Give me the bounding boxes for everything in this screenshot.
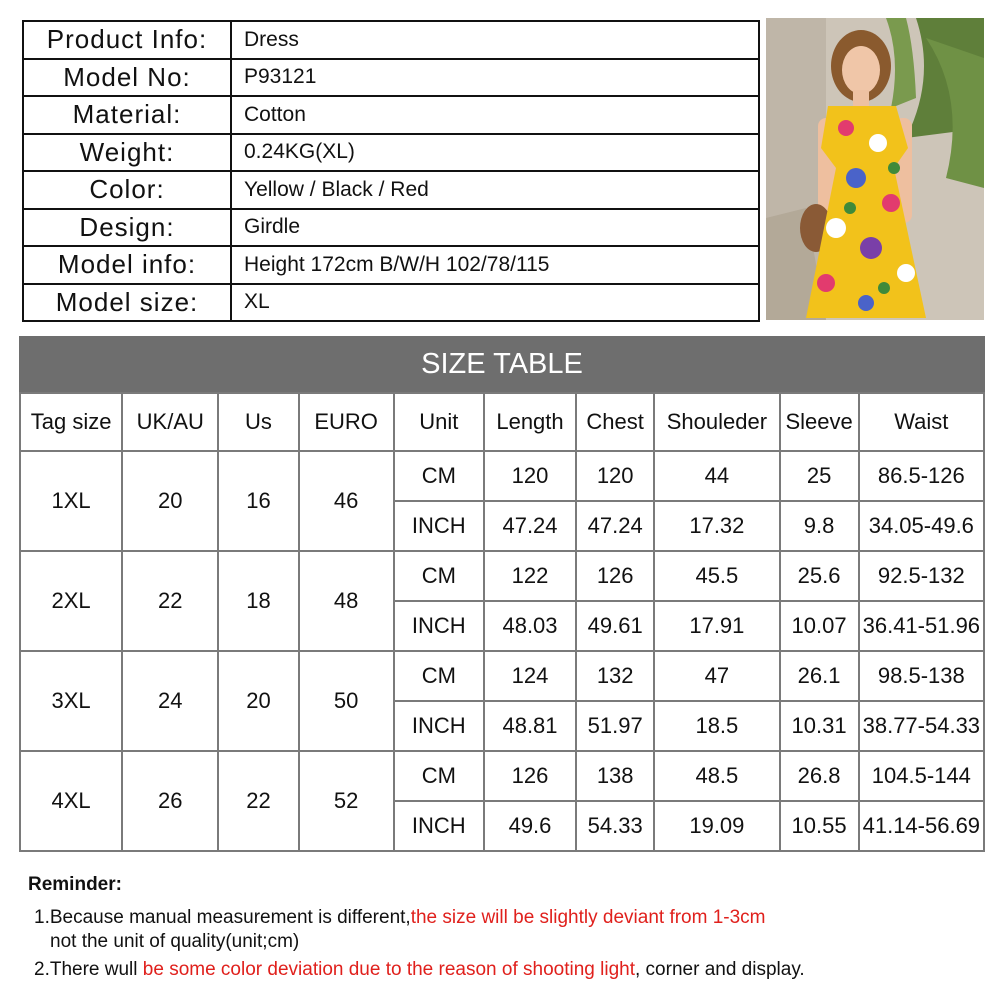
tag-size-cell: 2XL — [20, 551, 122, 651]
us-cell: 16 — [218, 451, 298, 551]
length-cell: 122 — [484, 551, 576, 601]
table-row — [20, 451, 984, 501]
table-row — [20, 651, 984, 701]
length-cell: 126 — [484, 751, 576, 801]
waist-cell: 36.41-51.96 — [859, 601, 984, 651]
info-value: P93121 — [231, 59, 759, 97]
length-cell: 124 — [484, 651, 576, 701]
length-cell: 49.6 — [484, 801, 576, 851]
shoulder-cell: 45.5 — [654, 551, 779, 601]
length-cell: 48.81 — [484, 701, 576, 751]
info-row-model-info — [23, 246, 759, 284]
reminder-text: , corner and display. — [635, 959, 805, 980]
tag-size-cell: 4XL — [20, 751, 122, 851]
uk-au-cell: 26 — [122, 751, 218, 851]
sleeve-cell: 26.8 — [780, 751, 859, 801]
size-table-title: SIZE TABLE — [19, 336, 985, 392]
sleeve-cell: 10.55 — [780, 801, 859, 851]
info-value: Yellow / Black / Red — [231, 171, 759, 209]
reminder-line-2 — [34, 958, 988, 982]
us-cell: 22 — [218, 751, 298, 851]
reminder-line-1 — [34, 906, 988, 930]
uk-au-cell: 20 — [122, 451, 218, 551]
info-value: Cotton — [231, 96, 759, 134]
info-row-weight — [23, 134, 759, 172]
header-cell: Chest — [576, 393, 654, 451]
chest-cell: 47.24 — [576, 501, 654, 551]
unit-cell: CM — [394, 651, 484, 701]
header-cell: Waist — [859, 393, 984, 451]
shoulder-cell: 47 — [654, 651, 779, 701]
header-cell: Us — [218, 393, 298, 451]
waist-cell: 41.14-56.69 — [859, 801, 984, 851]
header-cell: Shouleder — [654, 393, 779, 451]
uk-au-cell: 22 — [122, 551, 218, 651]
info-row-color — [23, 171, 759, 209]
euro-cell: 46 — [299, 451, 394, 551]
sleeve-cell: 26.1 — [780, 651, 859, 701]
unit-cell: INCH — [394, 701, 484, 751]
info-row-model-size — [23, 284, 759, 322]
info-label: Weight: — [23, 134, 231, 172]
info-row-model-no — [23, 59, 759, 97]
waist-cell: 38.77-54.33 — [859, 701, 984, 751]
info-row-material — [23, 96, 759, 134]
size-table-section — [19, 336, 985, 852]
waist-cell: 92.5-132 — [859, 551, 984, 601]
waist-cell: 104.5-144 — [859, 751, 984, 801]
shoulder-cell: 48.5 — [654, 751, 779, 801]
header-cell: UK/AU — [122, 393, 218, 451]
table-row — [20, 751, 984, 801]
length-cell: 48.03 — [484, 601, 576, 651]
reminder-title: Reminder: — [28, 874, 122, 895]
model-illustration — [766, 18, 984, 320]
info-label: Model No: — [23, 59, 231, 97]
length-cell: 47.24 — [484, 501, 576, 551]
header-cell: Unit — [394, 393, 484, 451]
chest-cell: 51.97 — [576, 701, 654, 751]
reminder-line-1-cont: not the unit of quality(unit;cm) — [50, 931, 300, 952]
waist-cell: 98.5-138 — [859, 651, 984, 701]
sleeve-cell: 25.6 — [780, 551, 859, 601]
chest-cell: 54.33 — [576, 801, 654, 851]
tag-size-cell: 1XL — [20, 451, 122, 551]
tag-size-cell: 3XL — [20, 651, 122, 751]
waist-cell: 86.5-126 — [859, 451, 984, 501]
header-cell: Sleeve — [780, 393, 859, 451]
sleeve-cell: 10.31 — [780, 701, 859, 751]
unit-cell: CM — [394, 451, 484, 501]
info-label: Design: — [23, 209, 231, 247]
header-cell: Tag size — [20, 393, 122, 451]
shoulder-cell: 44 — [654, 451, 779, 501]
info-value: Girdle — [231, 209, 759, 247]
shoulder-cell: 18.5 — [654, 701, 779, 751]
reminder-section — [28, 874, 988, 982]
table-row — [20, 551, 984, 601]
shoulder-cell: 17.91 — [654, 601, 779, 651]
size-table — [19, 392, 985, 852]
info-label: Product Info: — [23, 21, 231, 59]
chest-cell: 120 — [576, 451, 654, 501]
unit-cell: INCH — [394, 801, 484, 851]
chest-cell: 126 — [576, 551, 654, 601]
info-label: Color: — [23, 171, 231, 209]
unit-cell: INCH — [394, 601, 484, 651]
shoulder-cell: 17.32 — [654, 501, 779, 551]
chest-cell: 138 — [576, 751, 654, 801]
info-row-product — [23, 21, 759, 59]
info-value: XL — [231, 284, 759, 322]
us-cell: 20 — [218, 651, 298, 751]
us-cell: 18 — [218, 551, 298, 651]
product-info-table — [22, 20, 760, 322]
reminder-text: 1.Because manual measurement is different, — [34, 907, 411, 928]
reminder-text: 2.There wull — [34, 959, 143, 980]
unit-cell: INCH — [394, 501, 484, 551]
sleeve-cell: 10.07 — [780, 601, 859, 651]
info-label: Model size: — [23, 284, 231, 322]
header-cell: EURO — [299, 393, 394, 451]
info-label: Model info: — [23, 246, 231, 284]
length-cell: 120 — [484, 451, 576, 501]
uk-au-cell: 24 — [122, 651, 218, 751]
sleeve-cell: 25 — [780, 451, 859, 501]
euro-cell: 48 — [299, 551, 394, 651]
chest-cell: 132 — [576, 651, 654, 701]
euro-cell: 50 — [299, 651, 394, 751]
unit-cell: CM — [394, 551, 484, 601]
info-value: Height 172cm B/W/H 102/78/115 — [231, 246, 759, 284]
header-cell: Length — [484, 393, 576, 451]
reminder-highlight: the size will be slightly deviant from 1-3cm — [410, 907, 766, 928]
size-table-header-row — [20, 393, 984, 451]
euro-cell: 52 — [299, 751, 394, 851]
info-value: 0.24KG(XL) — [231, 134, 759, 172]
reminder-highlight: be some color deviation due to the reason of shooting light — [142, 959, 635, 980]
waist-cell: 34.05-49.6 — [859, 501, 984, 551]
shoulder-cell: 19.09 — [654, 801, 779, 851]
info-row-design — [23, 209, 759, 247]
sleeve-cell: 9.8 — [780, 501, 859, 551]
unit-cell: CM — [394, 751, 484, 801]
info-value: Dress — [231, 21, 759, 59]
model-photo — [766, 18, 984, 320]
chest-cell: 49.61 — [576, 601, 654, 651]
info-label: Material: — [23, 96, 231, 134]
